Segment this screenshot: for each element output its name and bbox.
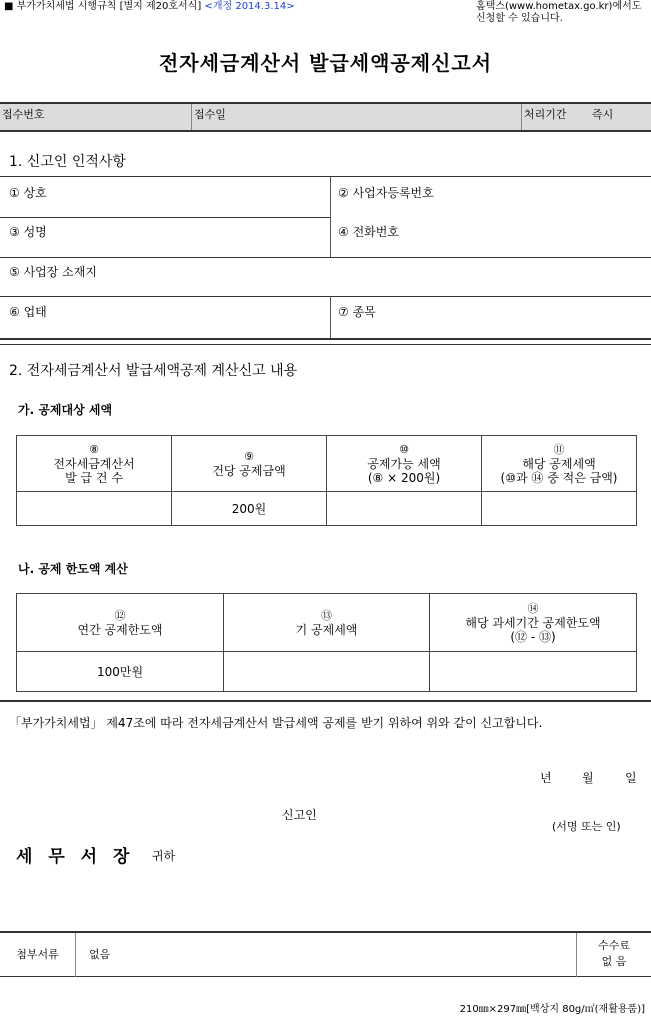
col-label: (⑫ - ⑬) xyxy=(510,629,556,644)
table-header-row xyxy=(17,594,637,652)
col-label: (⑩과 ⑭ 중 적은 금액) xyxy=(500,470,618,485)
sub-b-heading: 나. 공제 한도액 계산 xyxy=(18,562,128,576)
col-label: 공제가능 세액 xyxy=(367,456,441,471)
col-header-11 xyxy=(482,436,637,492)
processing-period-value: 즉시 xyxy=(592,108,614,121)
period-limit-input[interactable] xyxy=(430,652,637,692)
fee-cell xyxy=(577,933,651,977)
applicable-deduction-input[interactable] xyxy=(482,492,637,526)
col-label: 전자세금계산서 xyxy=(53,456,135,471)
col-label: 건당 공제금액 xyxy=(212,463,286,478)
fee-value: 없 음 xyxy=(601,955,627,968)
online-note xyxy=(476,1,648,25)
receipt-date-field[interactable]: 접수일 xyxy=(192,104,522,130)
divider xyxy=(0,296,651,297)
addressee-label: 귀하 xyxy=(152,849,176,863)
deductible-tax-input[interactable] xyxy=(327,492,482,526)
biz-reg-no-field[interactable]: ② 사업자등록번호 xyxy=(338,186,434,200)
col-number: ⑬ xyxy=(321,608,332,622)
col-label: 해당 공제세액 xyxy=(522,456,596,471)
prior-deduction-input[interactable] xyxy=(224,652,430,692)
col-number: ⑪ xyxy=(553,442,565,456)
col-label: 해당 과세기간 공제한도액 xyxy=(465,615,601,630)
divider xyxy=(0,176,651,177)
date-month[interactable]: 월 xyxy=(582,771,594,785)
receipt-row xyxy=(0,102,651,132)
trade-name-field[interactable]: ① 상호 xyxy=(9,186,47,200)
processing-period-label: 처리기간 xyxy=(524,108,567,121)
divider xyxy=(0,217,330,218)
col-label: (⑧ × 200원) xyxy=(367,470,441,485)
signature-field[interactable]: (서명 또는 인) xyxy=(552,820,621,833)
divider xyxy=(0,344,651,345)
col-number: ⑨ xyxy=(244,449,254,463)
revision-link[interactable]: <개정 2014.3.14> xyxy=(204,1,295,12)
col-number: ⑩ xyxy=(399,442,409,456)
name-field[interactable]: ③ 성명 xyxy=(9,225,47,239)
col-label: 발 급 건 수 xyxy=(65,470,123,485)
divider xyxy=(0,338,651,340)
law-reference: ■ 부가가치세법 시행규칙 [별지 제20호서식] xyxy=(4,1,202,12)
sub-a-heading: 가. 공제대상 세액 xyxy=(18,403,113,417)
divider xyxy=(330,217,331,257)
col-header-8 xyxy=(17,436,172,492)
table-row xyxy=(17,652,637,692)
declaration-text: 「부가가치세법」 제47조에 따라 전자세금계산서 발급세액 공제를 받기 위하여 위와 같이 신고합니다. xyxy=(9,716,543,730)
attachments-label: 첨부서류 xyxy=(0,933,76,977)
col-number: ⑭ xyxy=(527,601,539,615)
divider xyxy=(0,257,651,258)
divider xyxy=(0,700,651,702)
date-year[interactable]: 년 xyxy=(540,771,552,785)
address-field[interactable]: ⑤ 사업장 소재지 xyxy=(9,265,97,279)
phone-field[interactable]: ④ 전화번호 xyxy=(338,225,399,239)
date-day[interactable]: 일 xyxy=(625,771,637,785)
form-reference xyxy=(4,1,295,13)
paper-spec: 210㎜×297㎜[백상지 80g/㎡(재활용품)] xyxy=(459,1004,645,1015)
col-header-13 xyxy=(224,594,430,652)
annual-limit-cell: 100만원 xyxy=(17,652,224,692)
section2-heading: 2. 전자세금계산서 발급세액공제 계산신고 내용 xyxy=(9,363,298,379)
fee-label: 수수료 xyxy=(598,939,630,952)
attachments-value: 없음 xyxy=(75,933,577,977)
biz-type-field[interactable]: ⑥ 업태 xyxy=(9,305,47,319)
divider xyxy=(330,177,331,217)
col-header-10 xyxy=(327,436,482,492)
table-row xyxy=(17,492,637,526)
processing-period xyxy=(522,104,651,130)
col-label: 연간 공제한도액 xyxy=(77,622,163,637)
per-item-amount-cell: 200원 xyxy=(172,492,327,526)
col-number: ⑧ xyxy=(89,442,99,456)
divider xyxy=(330,296,331,338)
online-note-line2: 신청할 수 있습니다. xyxy=(476,13,563,24)
form-title: 전자세금계산서 발급세액공제신고서 xyxy=(158,51,493,75)
issued-count-input[interactable] xyxy=(17,492,172,526)
receipt-number-field[interactable]: 접수번호 xyxy=(0,104,192,130)
declarant-label: 신고인 xyxy=(282,808,317,822)
col-number: ⑫ xyxy=(114,608,126,622)
col-label: 기 공제세액 xyxy=(295,622,358,637)
online-note-line1: 홈택스(www.hometax.go.kr)에서도 xyxy=(476,1,642,12)
deduction-target-table xyxy=(16,435,637,526)
col-header-9 xyxy=(172,436,327,492)
col-header-14 xyxy=(430,594,637,652)
col-header-12 xyxy=(17,594,224,652)
tax-office-head: 세 무 서 장 xyxy=(16,847,135,867)
attachments-row xyxy=(0,931,651,977)
table-header-row xyxy=(17,436,637,492)
biz-item-field[interactable]: ⑦ 종목 xyxy=(338,305,376,319)
limit-calc-table xyxy=(16,593,637,692)
section1-heading: 1. 신고인 인적사항 xyxy=(9,154,126,170)
